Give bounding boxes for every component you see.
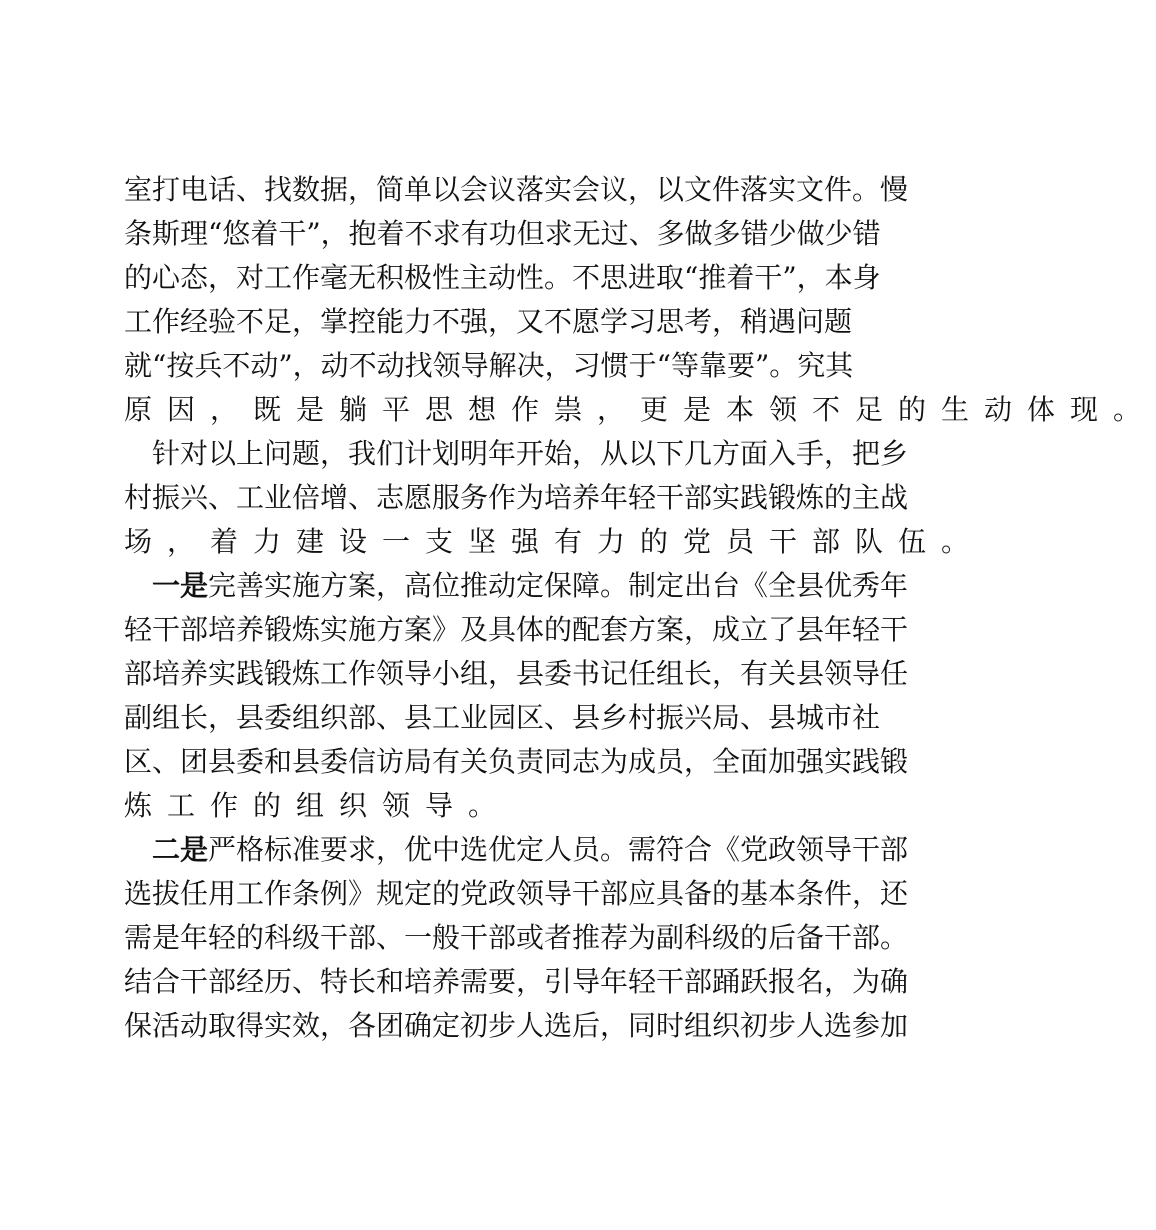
text-line: [124, 564, 909, 608]
line-text: 需是年轻的科级干部、一般干部或者推荐为副科级的后备干部。: [124, 921, 909, 954]
line-text: 选拔任用工作条例》规定的党政领导干部应具备的基本条件，还: [124, 877, 909, 910]
line-text: 轻干部培养锻炼实施方案》及具体的配套方案，成立了县年轻干: [124, 613, 909, 646]
text-line: [124, 872, 909, 916]
line-text: 副组长，县委组织部、县工业园区、县乡村振兴局、县城市社: [124, 701, 881, 734]
text-line: [124, 476, 909, 520]
paragraph: [124, 564, 909, 828]
line-text: 结合干部经历、特长和培养需要，引导年轻干部踊跃报名，为确: [124, 965, 909, 998]
text-line: [124, 256, 881, 300]
text-line: [124, 432, 909, 476]
text-line: [124, 520, 985, 564]
document-body: [124, 168, 1156, 1048]
text-line: [124, 1004, 909, 1048]
line-text: 原因，既是躺平思想作祟，更是本领不足的生动体现。: [124, 393, 1156, 426]
text-line: [124, 740, 909, 784]
line-text: 完善实施方案，高位推动定保障。制定出台《全县优秀年: [208, 569, 909, 602]
line-text: 炼工作的组织领导。: [124, 789, 512, 822]
line-text: 区、团县委和县委信访局有关负责同志为成员，全面加强实践锻: [124, 745, 909, 778]
line-text: 村振兴、工业倍增、志愿服务作为培养年轻干部实践锻炼的主战: [124, 481, 909, 514]
line-text: 条斯理“悠着干”，抱着不求有功但求无过、多做多错少做少错: [124, 217, 881, 250]
text-line: [124, 828, 909, 872]
bold-lead: 一是: [152, 569, 209, 602]
text-line: [124, 344, 854, 388]
text-line: [124, 168, 909, 212]
paragraph: [124, 828, 909, 1048]
text-line: [124, 608, 909, 652]
text-line: [124, 652, 909, 696]
line-text: 工作经验不足，掌控能力不强，又不愿学习思考，稍遇问题: [124, 305, 853, 338]
line-text: 场，着力建设一支坚强有力的党员干部队伍。: [124, 525, 985, 558]
line-text: 保活动取得实效，各团确定初步人选后，同时组织初步人选参加: [124, 1009, 909, 1042]
line-text: 针对以上问题，我们计划明年开始，从以下几方面入手，把乡: [124, 437, 909, 470]
line-text: 部培养实践锻炼工作领导小组，县委书记任组长，有关县领导任: [124, 657, 909, 690]
line-text: 的心态，对工作毫无积极性主动性。不思进取“推着干”，本身: [124, 261, 881, 294]
line-text: 严格标准要求，优中选优定人员。需符合《党政领导干部: [208, 833, 909, 866]
text-line: [124, 916, 909, 960]
text-line: [124, 300, 853, 344]
paragraph: [124, 168, 1156, 432]
line-text: 就“按兵不动”，动不动找领导解决，习惯于“等靠要”。究其: [124, 349, 854, 382]
paragraph: [124, 432, 985, 564]
line-text: 室打电话、找数据，简单以会议落实会议，以文件落实文件。慢: [124, 173, 909, 206]
bold-lead: 二是: [152, 833, 209, 866]
text-line: [124, 960, 909, 1004]
text-line: [124, 388, 1156, 432]
text-line: [124, 696, 881, 740]
text-line: [124, 784, 836, 828]
text-line: [124, 212, 881, 256]
